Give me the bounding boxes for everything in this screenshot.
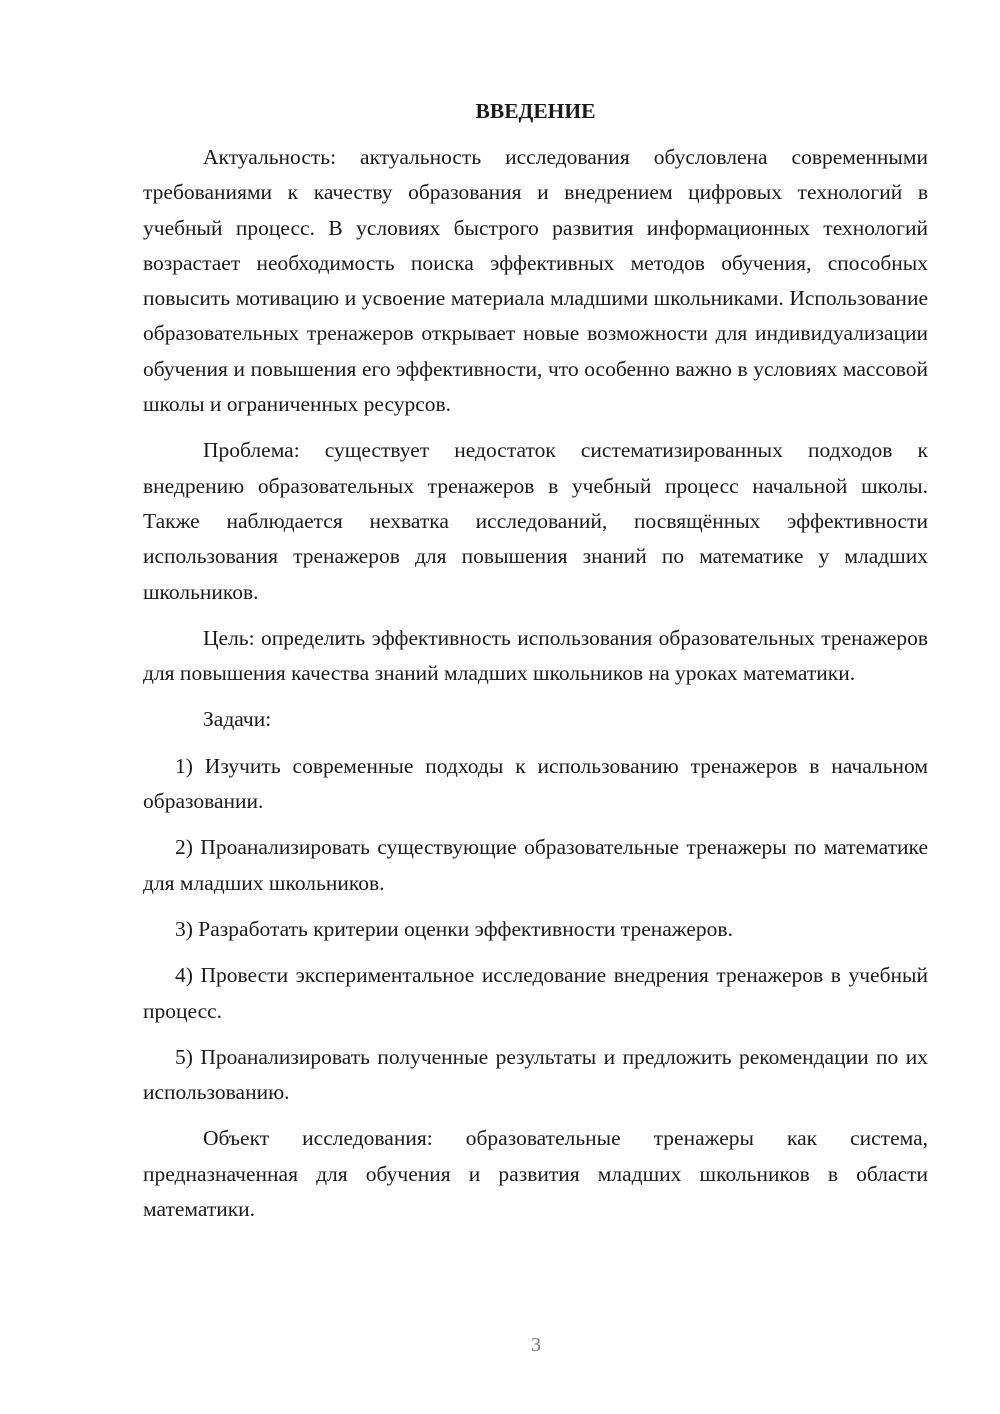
paragraph-relevance: Актуальность: актуальность исследования обусловлена современными требованиями к качеству образования и внедрением цифровых технологий в учебный процесс. В условиях быстрого развития информационных технологий возрастает необходимость поиска эффективных методов обучения, способных повысить мотивацию и усвоение материала младшими школьниками. Использование образовательных тренажеров открывает новые возможности для индивидуализации обучения и повышения его эффективности, что особенно важно в условиях массовой школы и ограниченных ресурсов. (143, 145, 928, 417)
section-title: ВВЕДЕНИЕ (475, 99, 596, 123)
task-item: 5) Проанализировать полученные результаты и предложить рекомендации по их использованию. (143, 1044, 928, 1105)
task-item: 4) Провести экспериментальное исследование внедрения тренажеров в учебный процесс. (143, 963, 928, 1023)
task-item: 1) Изучить современные подходы к использованию тренажеров в начальном образовании. (143, 753, 928, 814)
task-item: 2) Проанализировать существующие образовательные тренажеры по математике для младших школьников. (143, 835, 928, 895)
page-content (143, 96, 928, 1227)
page-number: 3 (531, 1334, 541, 1356)
paragraph-tasks-heading: Задачи: (203, 707, 272, 732)
paragraph-problem: Проблема: существует недостаток систематизированных подходов к внедрению образовательных тренажеров в учебный процесс начальной школы. Также наблюдается нехватка исследований, посвящённых эффективности использования тренажеров для повышения знаний по математике у младших школьников. (143, 438, 928, 604)
task-item: 3) Разработать критерии оценки эффективности тренажеров. (175, 916, 733, 941)
paragraph-object: Объект исследования: образовательные тренажеры как система, предназначенная для обучения и развития младших школьников в области математики. (143, 1126, 928, 1222)
paragraph-goal: Цель: определить эффективность использования образовательных тренажеров для повышения качества знаний младших школьников на уроках математики. (143, 625, 928, 686)
